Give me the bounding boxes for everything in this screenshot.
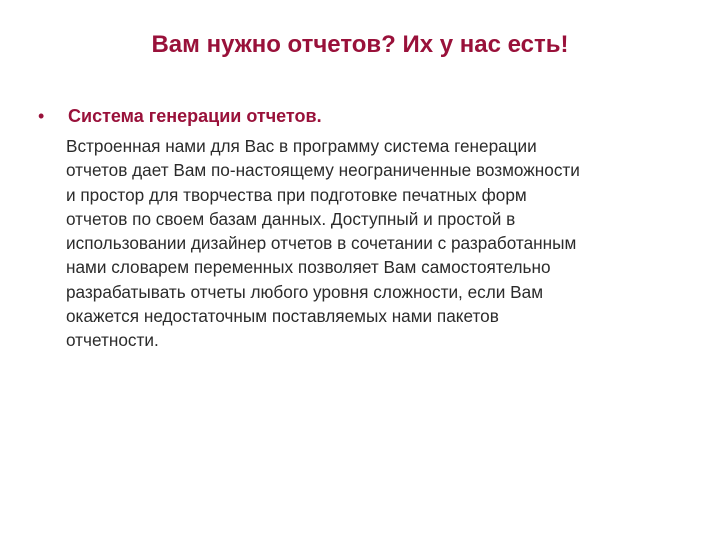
- body-line: нами словарем переменных позволяет Вам самостоятельно: [66, 257, 551, 278]
- bullet-marker: •: [38, 106, 45, 126]
- slide-title: Вам нужно отчетов? Их у нас есть!: [151, 31, 569, 58]
- body-line: окажется недостаточным поставляемых нами пакетов: [66, 306, 499, 327]
- bullet-item: [36, 104, 706, 128]
- bullet-heading: Система генерации отчетов.: [68, 106, 322, 126]
- body-line: отчетности.: [66, 330, 159, 351]
- body-line: и простор для творчества при подготовке печатных форм: [66, 184, 527, 205]
- body-line: разрабатывать отчеты любого уровня сложности, если Вам: [66, 281, 544, 302]
- slide-content: [36, 104, 706, 353]
- body-line: отчетов дает Вам по-настоящему неограниченные возможности: [66, 160, 580, 181]
- body-line: Встроенная нами для Вас в программу система генерации: [66, 136, 537, 156]
- body-line: использовании дизайнер отчетов в сочетании с разработанным: [66, 233, 577, 254]
- bullet-body-text: [66, 134, 698, 353]
- body-line: отчетов по своем базам данных. Доступный и простой в: [66, 208, 516, 229]
